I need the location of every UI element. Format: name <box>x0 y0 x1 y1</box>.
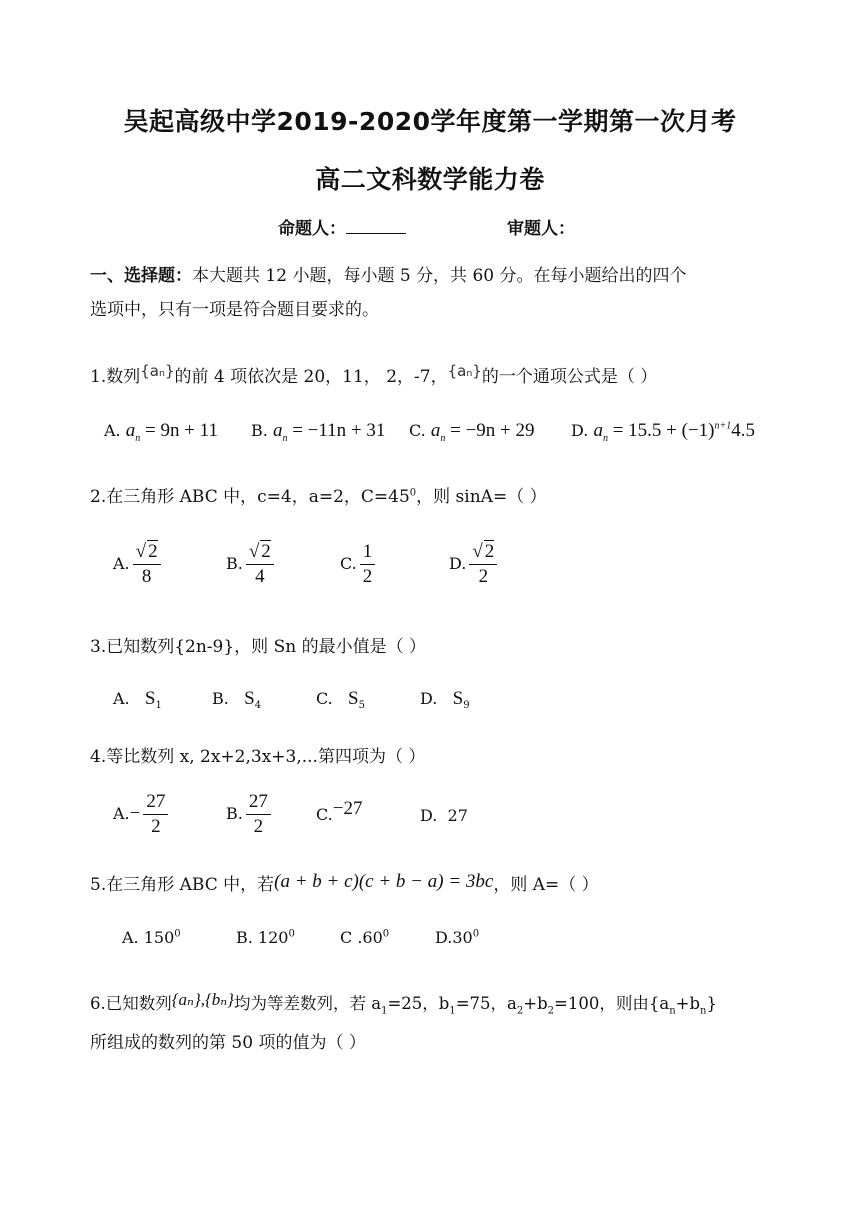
q1-opt-d-formula: = 15.5 + (−1) <box>612 420 715 441</box>
q1-opt-b-formula: = −11n + 31 <box>292 420 386 441</box>
q1-opt-a-formula: = 9n + 11 <box>144 420 218 441</box>
q6-t1: =25，b <box>387 994 450 1013</box>
q1-opt-b-label: B. <box>251 421 268 440</box>
q2-opt-c-num: 1 <box>360 540 376 565</box>
instruction-a: 本大题共 12 小题，每小题 5 分，共 60 分。在每小题给出的四个 <box>192 266 687 286</box>
q5-opt-a-deg: 0 <box>174 928 181 940</box>
reviewer-label: 审题人： <box>507 219 575 239</box>
q4-option-d <box>420 806 468 825</box>
q6-t6: } <box>706 994 717 1013</box>
q2-option-d: D. $\frac{√ 2}{2}$ <box>449 540 500 589</box>
q6-sub-a2: 2 <box>516 1005 524 1017</box>
question-1 <box>90 362 657 387</box>
section-instruction <box>90 261 687 286</box>
q6-t5: +b <box>675 994 701 1013</box>
page-title: 吴起高级中学2019-2020学年度第一学期第一次月考 <box>123 107 737 136</box>
q1-mid: 的前 4 项依次是 20，11， 2，-7， <box>174 367 448 387</box>
q1-seq2-image: {aₙ} <box>447 362 482 380</box>
q3-opt-a-label: A. <box>113 689 130 708</box>
q5-opt-c-text: C .60 <box>340 928 383 947</box>
q6-sub-a1: 1 <box>381 1005 388 1017</box>
q1-opt-c-label: C. <box>409 421 426 440</box>
page-subtitle: 高二文科数学能力卷 <box>315 165 545 194</box>
q3-opt-c-label: C. <box>316 689 333 708</box>
setter-blank <box>346 217 406 234</box>
q3-option-b <box>212 688 261 711</box>
q1-option-b: B. $a_n = -11n + 31$ <box>251 420 386 444</box>
q5-option-b <box>236 928 295 947</box>
q4-option-b <box>226 790 274 839</box>
q6-t2: =75，a <box>455 994 517 1013</box>
q1-opt-d-exp: n+1 <box>714 420 732 432</box>
section-heading: 一、选择题： <box>90 266 192 286</box>
q2-opt-a-den: 8 <box>141 566 152 587</box>
q2-opt-a-num: 2 <box>148 541 158 562</box>
q6-seqs: {aₙ},{bₙ} <box>171 990 234 1009</box>
q2-opt-d-den: 2 <box>478 566 489 587</box>
instruction-b: 选项中，只有一项是符合题目要求的。 <box>90 300 379 320</box>
q2-opt-a-label: A. <box>113 554 130 573</box>
q5-option-c <box>340 928 389 947</box>
q5-prefix: 5.在三角形 ABC 中，若 <box>90 875 275 895</box>
q5-option-d <box>435 928 479 947</box>
q6-sub-b2: 2 <box>547 1005 555 1017</box>
q1-opt-d-tail: 4.5 <box>731 420 755 441</box>
question-3: 3.已知数列{2n-9}，则 Sn 的最小值是（ ） <box>90 637 426 657</box>
q1-option-c: C. $a_n = -9n + 29$ <box>409 420 535 444</box>
q6-mid: 均为等差数列，若 a <box>233 994 382 1013</box>
q2-opt-d-label: D. <box>449 554 467 573</box>
q3-option-d <box>420 688 470 711</box>
q2-text: 2.在三角形 ABC 中，c=4，a=2，C=45 <box>90 487 410 507</box>
q6-sub-bn: n <box>700 1005 707 1017</box>
q5-suffix: ，则 A=（ ） <box>493 875 599 895</box>
q2-option-c <box>340 540 378 589</box>
q2-degree: 0 <box>409 487 417 499</box>
q4-opt-b-num: 27 <box>246 790 271 815</box>
q4-opt-c-label: C. <box>316 805 333 824</box>
q3-opt-a-sub: 1 <box>155 700 162 712</box>
q2-opt-b-label: B. <box>226 554 243 573</box>
q6-t3: +b <box>523 994 548 1013</box>
q6-sub-b1: 1 <box>449 1005 456 1017</box>
q1-option-d: D. $a_n = 15.5 + (-1)^{n+1}4.5$ <box>571 420 755 444</box>
q3-opt-c-sub: 5 <box>358 700 365 712</box>
q4-opt-a-label: A. <box>113 804 130 823</box>
q3-opt-c-s: S <box>348 688 359 709</box>
q1-prefix: 1.数列 <box>90 367 141 387</box>
q4-opt-d-label: D. <box>420 806 438 825</box>
q4-opt-b-label: B. <box>226 804 243 823</box>
q5-option-a <box>122 928 181 947</box>
question-6-line2: 所组成的数列的第 50 项的值为（ ） <box>90 1033 366 1053</box>
q4-opt-a-den: 2 <box>151 816 161 837</box>
q1-suffix: 的一个通项公式是（ ） <box>481 367 658 387</box>
q3-opt-b-s: S <box>244 688 255 709</box>
setter-label <box>278 214 406 239</box>
q3-opt-b-label: B. <box>212 689 229 708</box>
q5-opt-c-deg: 0 <box>382 928 390 940</box>
q5-opt-d-deg: 0 <box>472 928 480 940</box>
q5-opt-b-text: B. 120 <box>236 928 289 947</box>
q5-opt-d-text: D.30 <box>435 928 473 947</box>
q5-opt-a-text: A. 150 <box>122 928 175 947</box>
q4-opt-b-den: 2 <box>253 816 264 837</box>
q5-opt-b-deg: 0 <box>288 928 295 940</box>
q2-opt-c-label: C. <box>340 554 357 573</box>
q3-opt-b-sub: 4 <box>254 700 262 712</box>
q3-option-a <box>113 688 162 711</box>
q2-opt-b-den: 4 <box>255 566 265 587</box>
q2-option-b: B. $\frac{√ 2}{4}$ <box>226 540 277 589</box>
q2-opt-c-den: 2 <box>362 566 373 587</box>
q4-option-c <box>316 798 363 826</box>
q1-seq-image: {aₙ} <box>140 362 175 380</box>
q3-option-c <box>316 688 365 711</box>
q3-opt-d-sub: 9 <box>463 700 470 712</box>
q1-opt-a-label: A. <box>104 421 121 440</box>
q2-option-a: A. $\frac{√ 2}{8}$ <box>113 540 164 589</box>
q2-opt-d-num: 2 <box>484 541 495 562</box>
q4-opt-a-num: 27 <box>143 790 168 815</box>
q1-opt-c-formula: = −9n + 29 <box>450 420 535 441</box>
q1-opt-d-label: D. <box>571 421 589 440</box>
question-4: 4.等比数列 x, 2x+2,3x+3,...第四项为（ ） <box>90 747 426 767</box>
question-6 <box>90 990 717 1016</box>
q2-text-tail: ，则 sinA=（ ） <box>416 487 547 507</box>
q6-sub-an: n <box>669 1005 676 1017</box>
q6-t4: =100，则由{a <box>554 994 670 1013</box>
q4-opt-d-value: 27 <box>447 806 468 825</box>
setter-label-text: 命题人： <box>278 219 346 239</box>
q3-opt-d-s: S <box>452 688 464 709</box>
question-5 <box>90 870 599 896</box>
q2-opt-b-num: 2 <box>261 541 271 562</box>
q5-formula: (a + b + c)(c + b − a) = 3bc <box>274 871 494 892</box>
q4-option-a: A.− $\frac{27}{2}$ <box>113 790 171 839</box>
q3-opt-a-s: S <box>144 688 156 709</box>
q6-prefix: 6.已知数列 <box>90 994 172 1013</box>
question-2 <box>90 482 547 507</box>
q3-opt-d-label: D. <box>420 689 438 708</box>
q1-option-a: A. $a_n = 9n + 11$ <box>104 420 218 444</box>
q4-opt-c-value: −27 <box>332 798 363 819</box>
